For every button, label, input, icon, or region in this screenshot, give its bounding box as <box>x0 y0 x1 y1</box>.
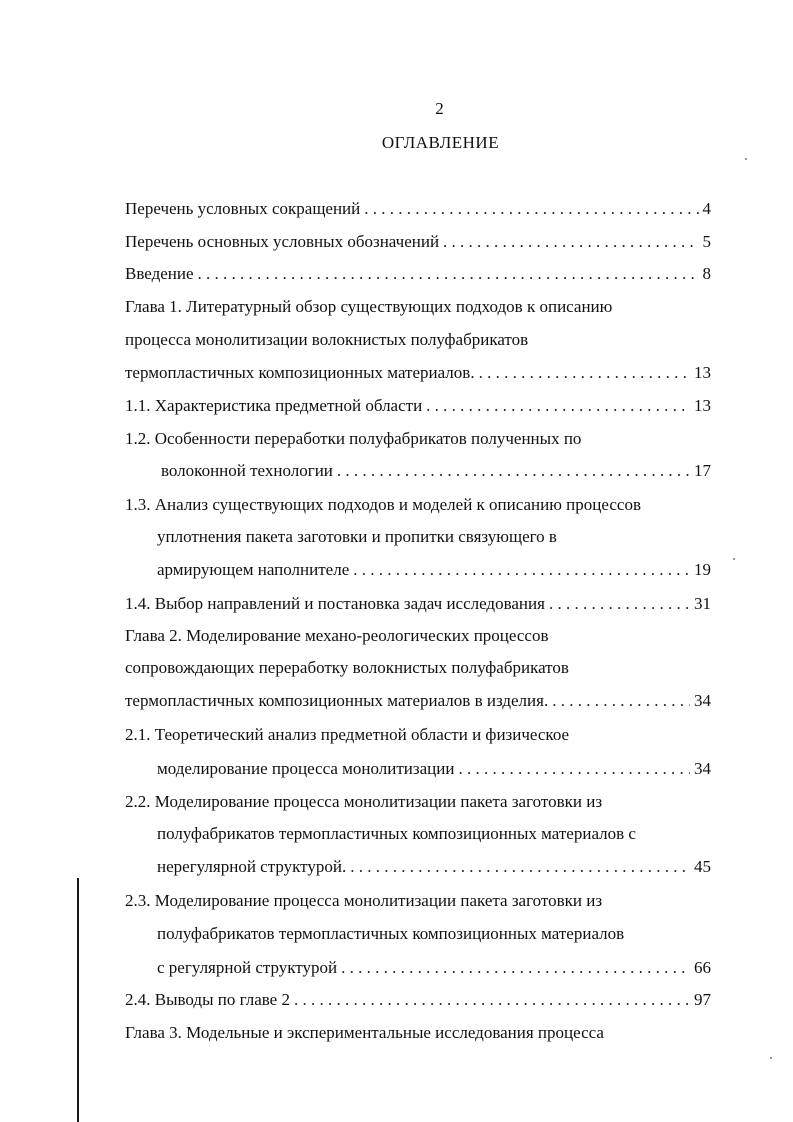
toc-entry-text: уплотнения пакета заготовки и пропитки связующего в <box>157 527 557 546</box>
dot-leader <box>350 855 690 879</box>
toc-entry[interactable] <box>157 757 711 781</box>
toc-entry[interactable] <box>125 262 711 286</box>
dot-leader <box>341 956 690 980</box>
toc-page-number: 45 <box>694 857 711 876</box>
toc-entry-line[interactable] <box>125 723 711 747</box>
toc-entry[interactable] <box>125 361 711 385</box>
toc-entry-text: термопластичных композиционных материалов. <box>125 363 475 382</box>
toc-entry[interactable] <box>125 689 711 713</box>
toc-entry-text: с регулярной структурой <box>157 958 338 977</box>
toc-page-number: 97 <box>694 990 711 1009</box>
toc-entry-text: Перечень основных условных обозначений <box>125 232 440 251</box>
toc-entry-text: Введение <box>125 264 194 283</box>
toc-entry-text: полуфабрикатов термопластичных композиционных материалов <box>157 924 625 943</box>
toc-entry-text: Глава 1. Литературный обзор существующих подходов к описанию <box>125 297 613 316</box>
toc-entry[interactable] <box>157 956 711 980</box>
toc-entry-text: 1.3. Анализ существующих подходов и моделей к описанию процессов <box>125 495 641 514</box>
toc-page-number: 34 <box>694 759 711 778</box>
toc-entry-text: Перечень условных сокращений <box>125 199 361 218</box>
toc-entry-line[interactable] <box>157 822 711 846</box>
toc-entry-text: сопровождающих переработку волокнистых полуфабрикатов <box>125 658 569 677</box>
toc-entry[interactable] <box>125 197 711 221</box>
toc-entry-text: нерегулярной структурой. <box>157 857 347 876</box>
toc-page-number: 5 <box>702 232 711 251</box>
toc-page-number: 4 <box>702 199 711 218</box>
toc-entry-line[interactable] <box>125 790 711 814</box>
dot-leader <box>364 197 698 221</box>
toc-entry-text: полуфабрикатов термопластичных композиционных материалов с <box>157 824 636 843</box>
toc-entry-line[interactable] <box>125 624 711 648</box>
toc-page-number: 13 <box>694 396 711 415</box>
toc-entry[interactable] <box>125 394 711 418</box>
toc-entry-line[interactable] <box>125 889 711 913</box>
toc-entry-text: термопластичных композиционных материалов в изделия. <box>125 691 549 710</box>
toc-entry-text: Глава 3. Модельные и экспериментальные исследования процесса <box>125 1023 604 1042</box>
toc-entry[interactable] <box>161 459 711 483</box>
toc-entry-text: 2.3. Моделирование процесса монолитизации пакета заготовки из <box>125 891 603 910</box>
toc-entry[interactable] <box>157 855 711 879</box>
toc-entry-text: 2.4. Выводы по главе 2 <box>125 990 290 1009</box>
toc-entry-line[interactable] <box>125 493 711 517</box>
dot-leader <box>552 689 690 713</box>
toc-page-number: 17 <box>694 461 711 480</box>
scan-speck <box>745 158 747 160</box>
toc-entry-line[interactable] <box>157 525 711 549</box>
toc-entry-text: 2.2. Моделирование процесса монолитизации пакета заготовки из <box>125 792 603 811</box>
dot-leader <box>198 262 699 286</box>
dot-leader <box>426 394 690 418</box>
toc-entry-text: 1.1. Характеристика предметной области <box>125 396 423 415</box>
toc-entry-text: моделирование процесса монолитизации <box>157 759 455 778</box>
scan-speck <box>770 1057 772 1059</box>
toc-entry-line[interactable] <box>157 922 711 946</box>
dot-leader <box>337 459 690 483</box>
toc-entry-line[interactable] <box>125 295 711 319</box>
toc-entry-text: 1.4. Выбор направлений и постановка задач исследования <box>125 594 545 613</box>
toc-entry-text: 1.2. Особенности переработки полуфабрикатов полученных по <box>125 429 582 448</box>
toc-entry-line[interactable] <box>125 1021 711 1045</box>
scan-edge-line <box>77 878 79 1122</box>
toc-page-number: 19 <box>694 560 711 579</box>
toc-entry-text: процесса монолитизации волокнистых полуфабрикатов <box>125 330 529 349</box>
toc-entry-text: армирующем наполнителе <box>157 560 350 579</box>
scan-speck <box>733 558 735 560</box>
toc-entry[interactable] <box>125 230 711 254</box>
toc-entry[interactable] <box>125 592 711 616</box>
toc-entry[interactable] <box>157 558 711 582</box>
page-number: 2 <box>435 99 444 118</box>
toc-entry-text: волоконной технологии <box>161 461 333 480</box>
dot-leader <box>549 592 690 616</box>
toc-entry-text: 2.1. Теоретический анализ предметной области и физическое <box>125 725 570 744</box>
toc-page-number: 31 <box>694 594 711 613</box>
page-title: ОГЛАВЛЕНИЕ <box>381 133 500 152</box>
dot-leader <box>294 988 690 1012</box>
dot-leader <box>458 757 690 781</box>
toc-entry[interactable] <box>125 988 711 1012</box>
toc-page-number: 34 <box>694 691 711 710</box>
dot-leader <box>479 361 690 385</box>
toc-entry-line[interactable] <box>125 328 711 352</box>
toc-entry-text: Глава 2. Моделирование механо-реологических процессов <box>125 626 549 645</box>
toc-page-number: 66 <box>694 958 711 977</box>
toc-entry-line[interactable] <box>125 656 711 680</box>
dot-leader <box>443 230 698 254</box>
dot-leader <box>353 558 690 582</box>
toc-entry-line[interactable] <box>125 427 711 451</box>
toc-page-number: 13 <box>694 363 711 382</box>
toc-page-number: 8 <box>702 264 711 283</box>
